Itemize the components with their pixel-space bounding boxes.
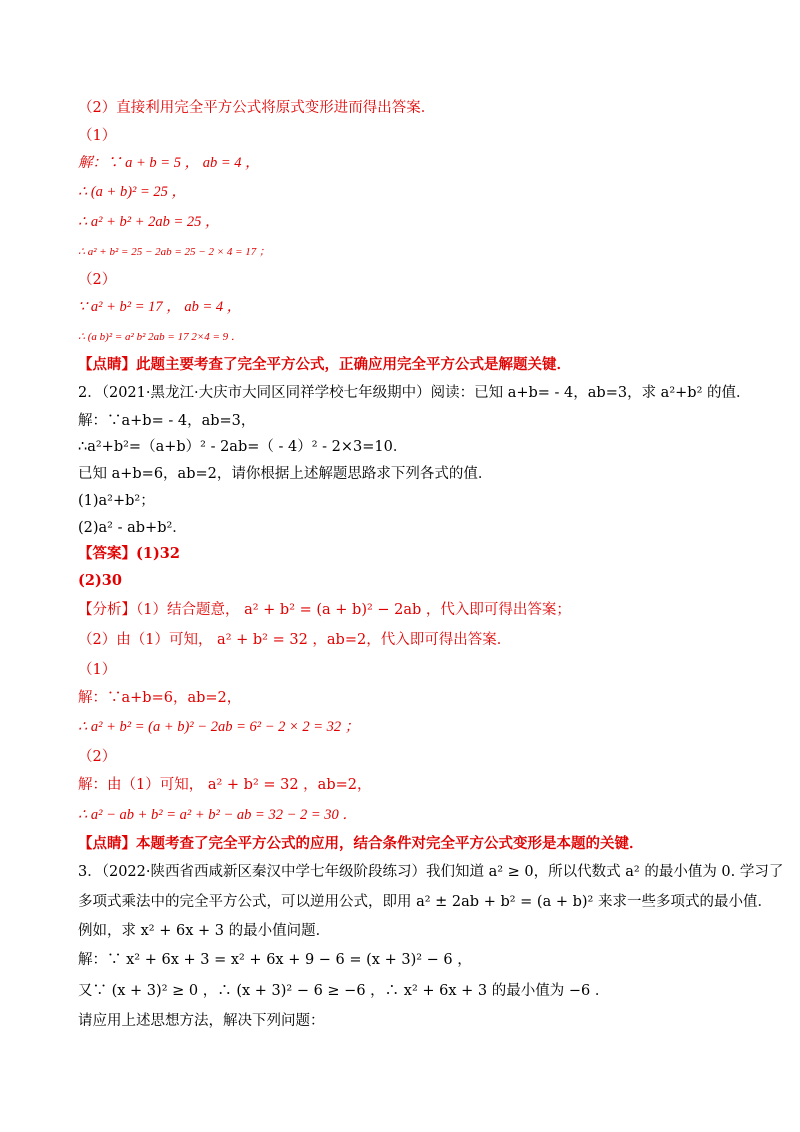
text-line: 多项式乘法中的完全平方公式，可以逆用公式，即用 a² ± 2ab + b² = (a + b)² 来求一些多项式的最小值．	[78, 894, 772, 910]
note-line: 【点睛】本题考查了完全平方公式的应用，结合条件对完全平方公式变形是本题的关键．	[78, 835, 644, 852]
question-title: 3．（2022·陕西省西咸新区秦汉中学七年级阶段练习）我们知道 a² ≥ 0，所以代数式 a² 的最小值为 0. 学习了	[78, 864, 784, 880]
math-line: ∴ a² + b² + 2ab = 25 ，	[78, 214, 220, 230]
text-line: ∴a²+b²=（a+b）² - 2ab=（ - 4）² - 2×3=10．	[78, 439, 408, 455]
math-line: ∴ (a + b)² = 25 ，	[78, 184, 187, 200]
math-line: 解：∵ a + b = 5 ， ab = 4 ，	[78, 155, 260, 171]
analysis-line: 【分析】（1）结合题意， a² + b² = (a + b)² − 2ab ，代入即可得出答案；	[78, 602, 571, 618]
text-line: 请应用上述思想方法，解决下列问题：	[78, 1013, 325, 1029]
note-line: 【点睛】此题主要考查了完全平方公式，正确应用完全平方公式是解题关键．	[78, 356, 571, 373]
text-line: 又∵ (x + 3)² ≥ 0 ，∴ (x + 3)² − 6 ≥ −6 ，∴ x² + 6x + 3 的最小值为 −6 ．	[78, 983, 610, 999]
text-line: 例如，求 x² + 6x + 3 的最小值问题．	[78, 923, 331, 939]
math-line: ∴ a² − ab + b² = a² + b² − ab = 32 − 2 = 30 ．	[78, 807, 357, 823]
text-line: （2）由（1）可知， a² + b² = 32 ，ab=2，代入即可得出答案．	[78, 632, 512, 648]
answer-line: (2)30	[78, 572, 122, 589]
math-line: ∴ a² + b² = 25 − 2ab = 25 − 2 × 4 = 17 ；	[78, 246, 271, 258]
text-line: 已知 a+b=6，ab=2，请你根据上述解题思路求下列各式的值．	[78, 466, 493, 482]
text-line: （2）	[78, 749, 117, 765]
text-line: 解：∵a+b=6，ab=2，	[78, 690, 242, 706]
text-line: （2）	[78, 272, 117, 288]
text-line: （1）	[78, 662, 117, 678]
answer-line: 【答案】(1)32	[78, 545, 180, 562]
text-line: （1）	[78, 128, 117, 144]
text-line: 解：由（1）可知， a² + b² = 32 ，ab=2，	[78, 777, 372, 793]
math-line: ∴ a² + b² = (a + b)² − 2ab = 6² − 2 × 2 = 32 ；	[78, 719, 360, 735]
text-line: (1)a²+b²；	[78, 493, 155, 509]
text-line: (2)a² - ab+b²．	[78, 520, 187, 536]
math-line: ∴ (a b)² = a² b² 2ab = 17 2×4 = 9 ．	[78, 331, 242, 343]
text-line: 解：∵ x² + 6x + 3 = x² + 6x + 9 − 6 = (x + 3)² − 6 ，	[78, 952, 472, 968]
math-line: ∵ a² + b² = 17 ， ab = 4 ，	[78, 299, 242, 315]
question-title: 2．（2021·黑龙江·大庆市大同区同祥学校七年级期中）阅读：已知 a+b= - 4，ab=3，求 a²+b² 的值．	[78, 385, 751, 401]
text-line: （2）直接利用完全平方公式将原式变形进而得出答案．	[78, 100, 436, 116]
text-line: 解：∵a+b= - 4，ab=3，	[78, 413, 256, 429]
